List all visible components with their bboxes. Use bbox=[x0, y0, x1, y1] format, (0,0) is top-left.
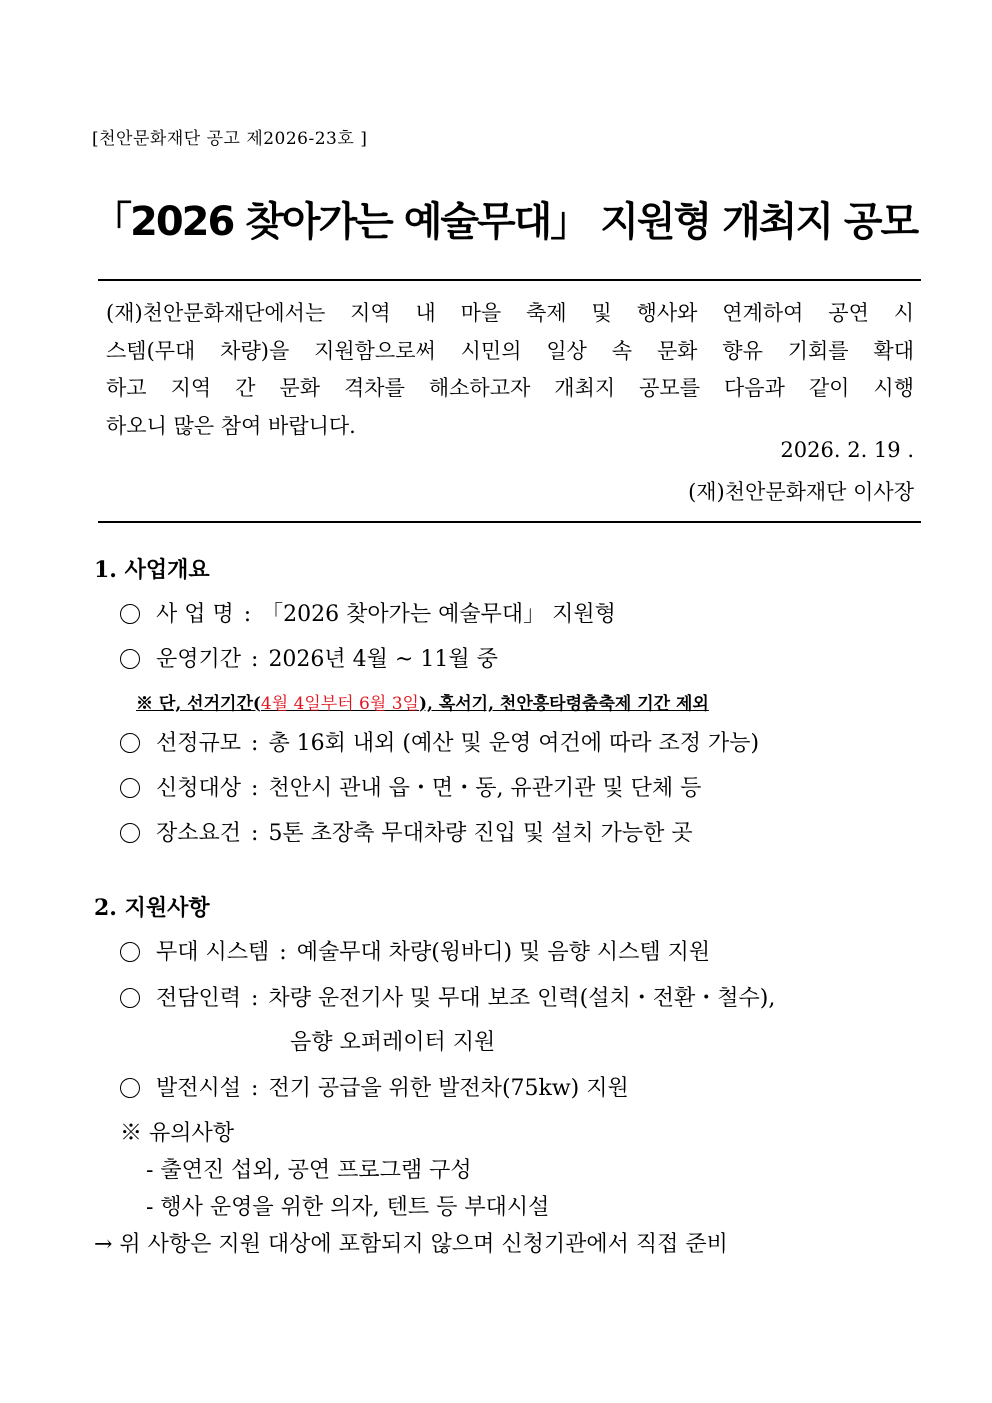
note-item: - 행사 운영을 위한 의자, 텐트 등 부대시설 bbox=[146, 1195, 550, 1220]
notice-number: [천안문화재단 공고 제2026-23호 ] bbox=[92, 129, 368, 149]
conclusion-text: → 위 사항은 지원 대상에 포함되지 않으며 신청기관에서 직접 준비 bbox=[94, 1232, 728, 1257]
circle-bullet-icon bbox=[120, 604, 140, 624]
item-value: 예술무대 차량(윙바디) 및 음향 시스템 지원 bbox=[296, 940, 711, 965]
intro-paragraph bbox=[106, 295, 914, 445]
circle-bullet-icon bbox=[120, 988, 140, 1008]
section1-item: 장소요건 : 5톤 초장축 무대차량 진입 및 설치 가능한 곳 bbox=[120, 816, 693, 847]
circle-bullet-icon bbox=[120, 733, 140, 753]
item-key: 사 업 명 bbox=[156, 602, 234, 627]
circle-bullet-icon bbox=[120, 1078, 140, 1098]
item-key: 선정규모 bbox=[156, 731, 242, 756]
item-value: 천안시 관내 읍・면・동, 유관기관 및 단체 등 bbox=[268, 776, 702, 801]
page-title: 「2026 찾아가는 예술무대」 지원형 개최지 공모 bbox=[92, 199, 918, 245]
election-period: 4월 4일부터 6월 3일 bbox=[260, 694, 419, 714]
item-key: 발전시설 bbox=[156, 1076, 242, 1101]
section1-item: 신청대상 : 천안시 관내 읍・면・동, 유관기관 및 단체 등 bbox=[120, 771, 701, 802]
section2-item: 무대 시스템 : 예술무대 차량(윙바디) 및 음향 시스템 지원 bbox=[120, 935, 710, 966]
notice-date: 2026. 2. 19 . bbox=[780, 438, 914, 462]
section2-heading: 2. 지원사항 bbox=[94, 895, 210, 921]
section2-item: 전담인력 : 차량 운전기사 및 무대 보조 인력(설치・전환・철수), bbox=[120, 981, 775, 1012]
section1-item: 선정규모 : 총 16회 내외 (예산 및 운영 여건에 따라 조정 가능) bbox=[120, 726, 759, 757]
item-value: 총 16회 내외 (예산 및 운영 여건에 따라 조정 가능) bbox=[268, 731, 760, 756]
circle-bullet-icon bbox=[120, 778, 140, 798]
item-key: 무대 시스템 bbox=[156, 940, 270, 965]
item-key: 운영기간 bbox=[156, 647, 242, 672]
signer: (재)천안문화재단 이사장 bbox=[688, 480, 914, 504]
exclusion-note bbox=[136, 689, 709, 714]
bottom-divider bbox=[98, 521, 921, 523]
circle-bullet-icon bbox=[120, 649, 140, 669]
intro-line: (재)천안문화재단에서는 지역 내 마을 축제 및 행사와 연계하여 공연 시 bbox=[106, 301, 914, 325]
circle-bullet-icon bbox=[120, 823, 140, 843]
intro-line: 스템(무대 차량)을 지원함으로써 시민의 일상 속 문화 향유 기회를 확대 bbox=[106, 338, 914, 363]
note-heading: ※ 유의사항 bbox=[120, 1121, 235, 1146]
section1-heading: 1. 사업개요 bbox=[94, 557, 210, 583]
note-item: - 출연진 섭외, 공연 프로그램 구성 bbox=[146, 1158, 472, 1183]
item-value: 전기 공급을 위한 발전차(75kw) 지원 bbox=[268, 1076, 629, 1101]
item-value: 차량 운전기사 및 무대 보조 인력(설치・전환・철수), bbox=[268, 986, 776, 1011]
circle-bullet-icon bbox=[120, 942, 140, 962]
exclusion-prefix: ※ 단, 선거기간( bbox=[136, 694, 261, 714]
intro-line: 하오니 많은 참여 바랍니다. bbox=[106, 413, 356, 438]
item-key: 전담인력 bbox=[156, 986, 242, 1011]
item-value: 「2026 찾아가는 예술무대」 지원형 bbox=[261, 602, 616, 627]
exclusion-suffix: ), 혹서기, 천안흥타령춤축제 기간 제외 bbox=[418, 694, 709, 714]
item-key: 신청대상 bbox=[156, 776, 242, 801]
top-divider bbox=[98, 279, 921, 281]
section1-item: 사 업 명 : 「2026 찾아가는 예술무대」 지원형 bbox=[120, 597, 616, 628]
section2-item: 발전시설 : 전기 공급을 위한 발전차(75kw) 지원 bbox=[120, 1071, 629, 1102]
item-key: 장소요건 bbox=[156, 821, 242, 846]
section1-item: 운영기간 : 2026년 4월 ~ 11월 중 bbox=[120, 642, 498, 673]
item-value: 5톤 초장축 무대차량 진입 및 설치 가능한 곳 bbox=[268, 821, 693, 846]
item-value-continuation: 음향 오퍼레이터 지원 bbox=[290, 1030, 496, 1055]
item-value: 2026년 4월 ~ 11월 중 bbox=[268, 647, 498, 672]
intro-line: 하고 지역 간 문화 격차를 해소하고자 개최지 공모를 다음과 같이 시행 bbox=[106, 376, 914, 400]
